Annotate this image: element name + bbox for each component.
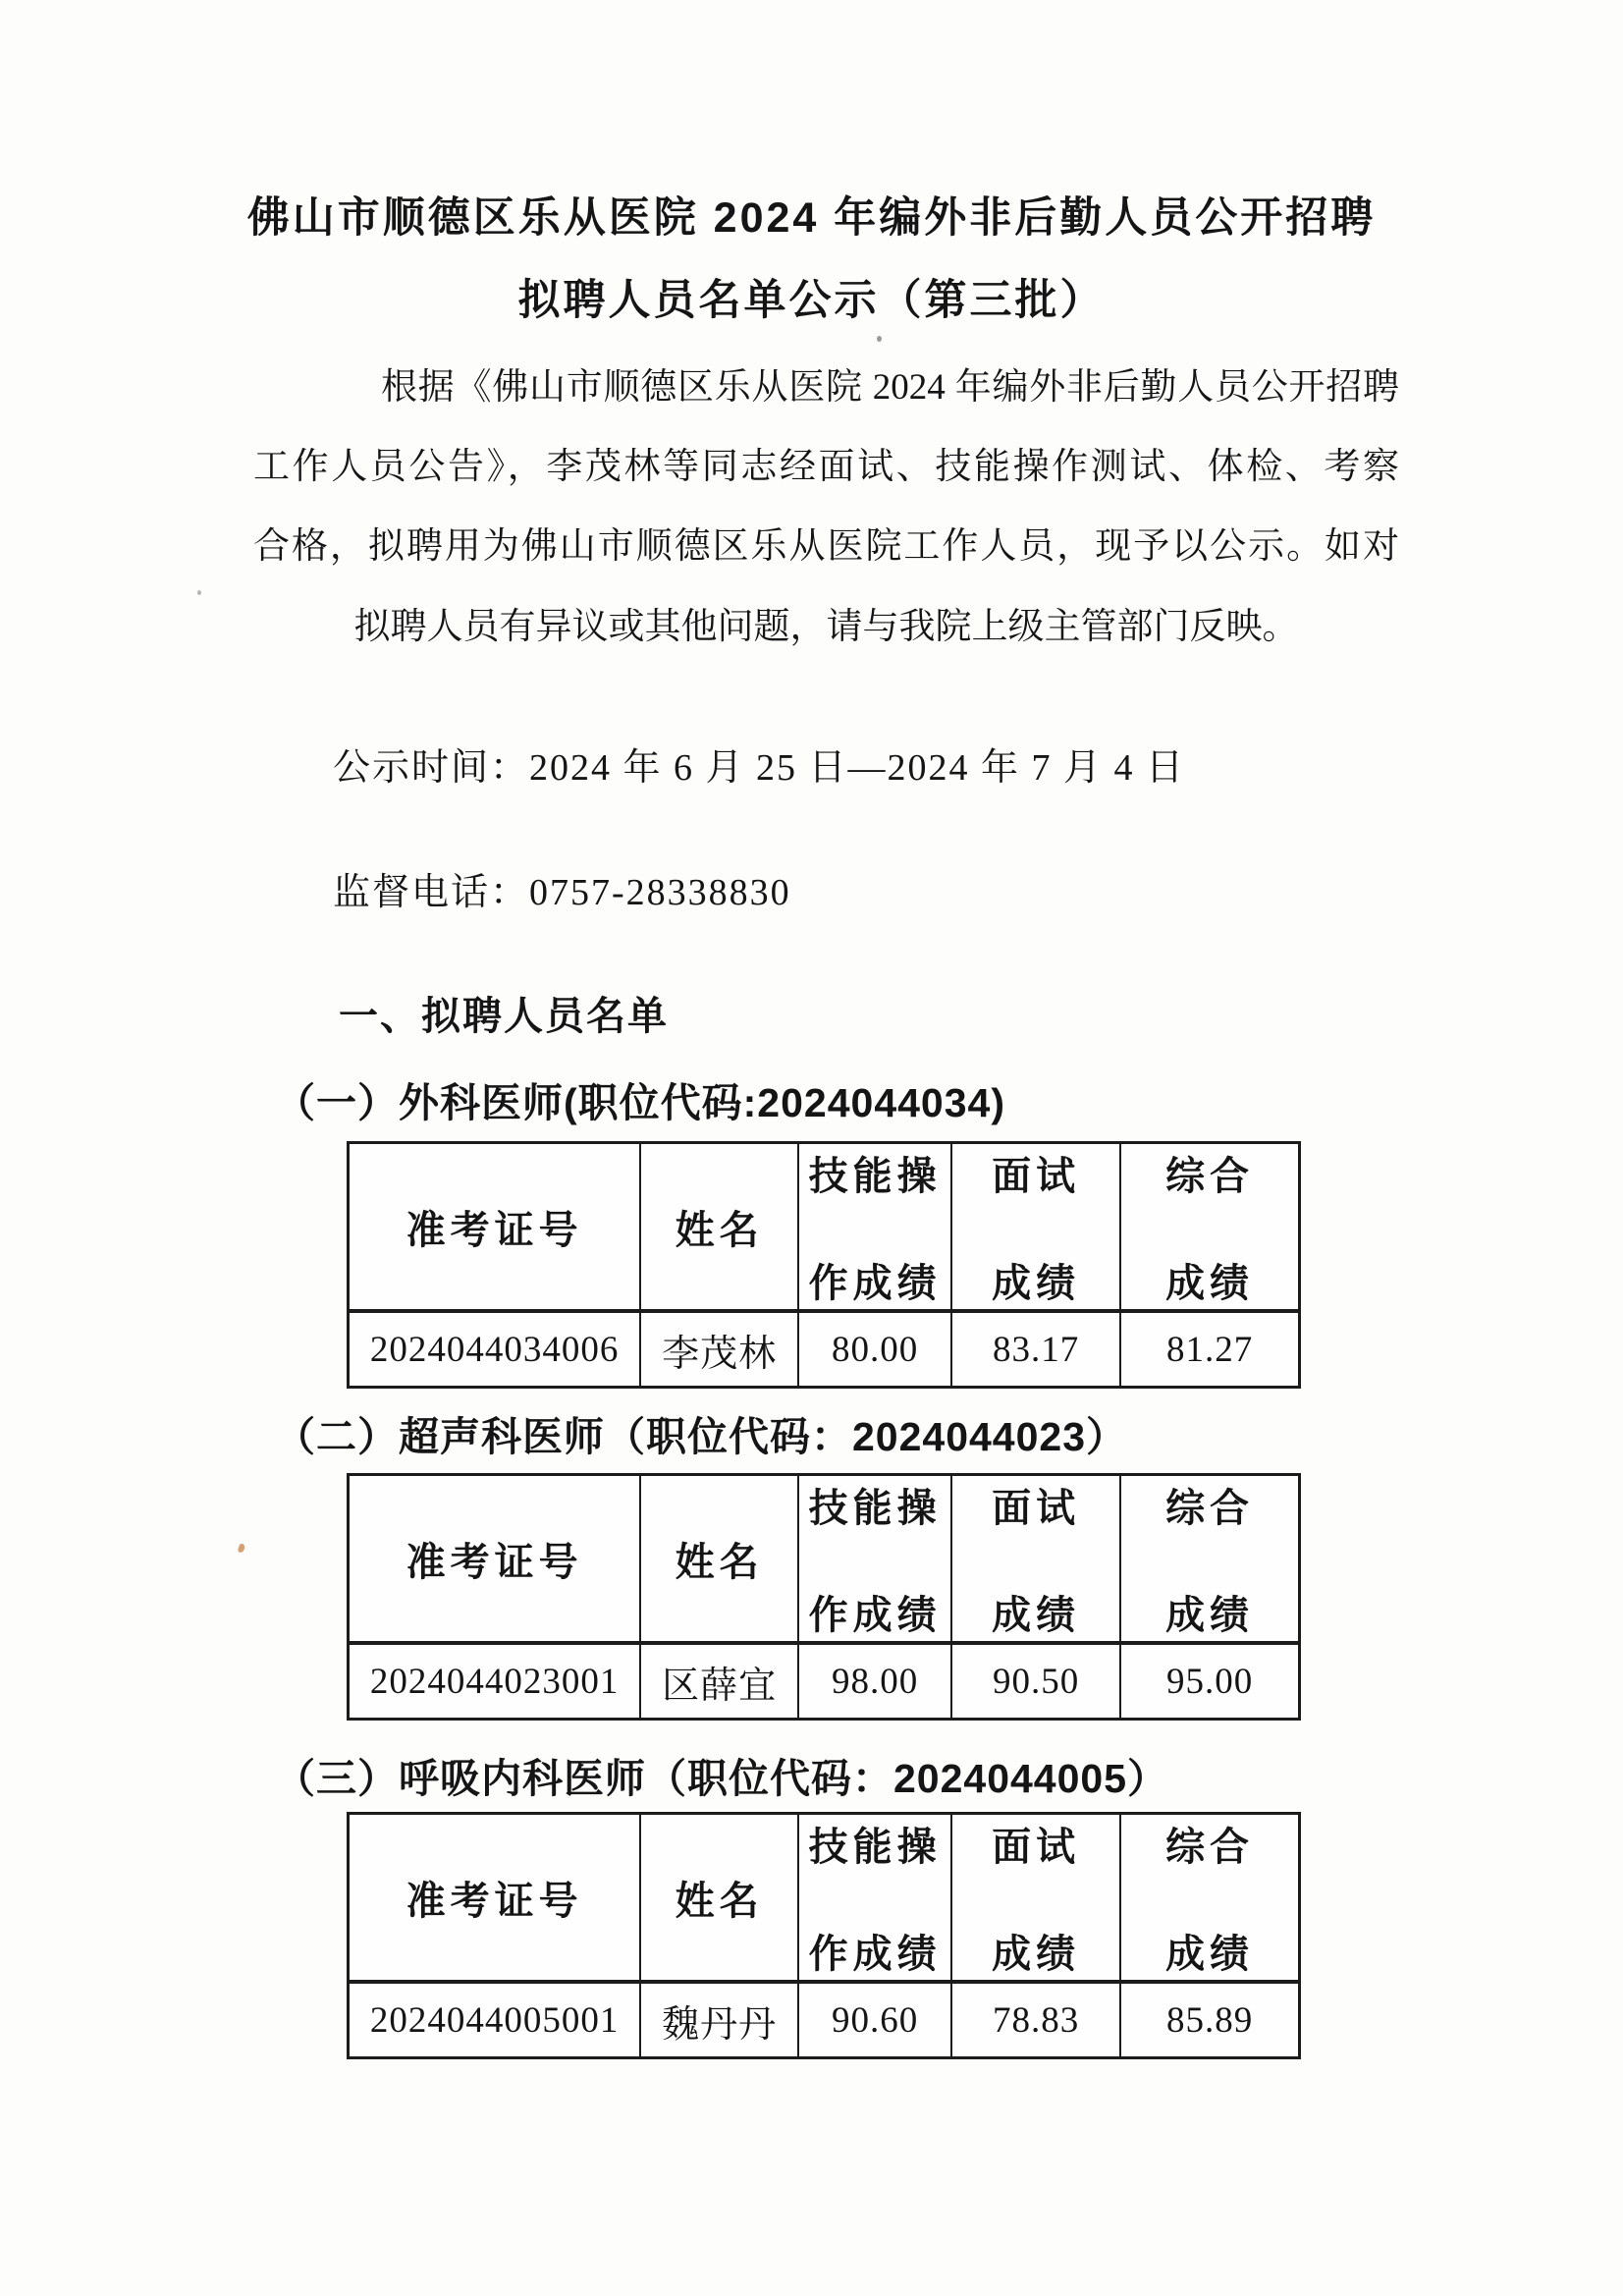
document-title-line2: 拟聘人员名单公示（第三批） <box>517 277 1106 324</box>
header-overall-line1: 综合 <box>1165 1826 1255 1869</box>
header-interview-line1: 面试 <box>992 1487 1081 1530</box>
table-header-row <box>350 1815 1298 1984</box>
scan-speck <box>197 590 201 595</box>
cell-skill-score: 80.00 <box>799 1313 952 1386</box>
body-paragraph-line4: 拟聘人员有异议或其他问题，请与我院上级主管部门反映。 <box>353 607 1299 647</box>
table-header-row <box>350 1144 1298 1313</box>
job-heading-ultrasound: （二）超声科医师（职位代码：2024044023） <box>275 1414 1128 1459</box>
table-row <box>350 1645 1298 1718</box>
scan-speck <box>238 1543 245 1553</box>
header-exam-no: 准考证号 <box>350 1815 641 1980</box>
cell-overall-score: 85.89 <box>1165 1999 1254 2041</box>
header-skill-line1: 技能操 <box>808 1487 942 1530</box>
table-header-row <box>350 1476 1298 1645</box>
cell-skill-score: 90.60 <box>799 1984 952 2056</box>
header-interview-line2: 成绩 <box>992 1933 1081 1976</box>
job-heading-surgeon: （一）外科医师(职位代码:2024044034) <box>275 1080 1005 1125</box>
header-overall-line1: 综合 <box>1165 1487 1255 1530</box>
cell-name: 区薛宜 <box>641 1645 799 1718</box>
cell-name: 李茂林 <box>641 1313 799 1386</box>
document-title-line1: 佛山市顺德区乐从医院 2024 年编外非后勤人员公开招聘 <box>246 194 1377 242</box>
header-overall-score <box>1121 1476 1298 1641</box>
cell-exam-no: 2024044023001 <box>350 1645 641 1718</box>
publicity-time-line: 公示时间：2024 年 6 月 25 日—2024 年 7 月 4 日 <box>333 747 1186 789</box>
header-interview-score <box>952 1815 1121 1980</box>
cell-overall-score: 95.00 <box>1165 1661 1254 1702</box>
header-overall-line2: 成绩 <box>1165 1933 1255 1976</box>
scan-speck <box>877 336 882 342</box>
header-skill-score <box>799 1476 952 1641</box>
table-row <box>350 1313 1298 1386</box>
cell-exam-no: 2024044005001 <box>350 1984 641 2056</box>
score-table-surgeon <box>347 1141 1301 1389</box>
header-skill-line1: 技能操 <box>808 1155 942 1198</box>
header-name: 姓名 <box>641 1476 799 1641</box>
header-overall-score <box>1121 1815 1298 1980</box>
cell-interview-score: 83.17 <box>952 1313 1121 1386</box>
header-interview-score <box>952 1476 1121 1641</box>
header-skill-line2: 作成绩 <box>808 1594 942 1637</box>
header-name: 姓名 <box>641 1144 799 1309</box>
header-interview-line1: 面试 <box>992 1155 1081 1198</box>
header-overall-line2: 成绩 <box>1165 1262 1255 1305</box>
cell-name: 魏丹丹 <box>641 1984 799 2056</box>
header-skill-line2: 作成绩 <box>808 1933 942 1976</box>
header-overall-line2: 成绩 <box>1165 1594 1255 1637</box>
cell-exam-no: 2024044034006 <box>350 1313 641 1386</box>
body-paragraph-line1: 根据《佛山市顺德区乐从医院 2024 年编外非后勤人员公开招聘 <box>381 367 1399 408</box>
body-paragraph-line3: 合格，拟聘用为佛山市顺德区乐从医院工作人员，现予以公示。如对 <box>253 526 1399 567</box>
header-overall-score <box>1121 1144 1298 1309</box>
header-overall-line1: 综合 <box>1165 1155 1255 1198</box>
header-interview-score <box>952 1144 1121 1309</box>
header-exam-no: 准考证号 <box>350 1476 641 1641</box>
cell-overall-score: 81.27 <box>1165 1329 1254 1370</box>
cell-skill-score: 98.00 <box>799 1645 952 1718</box>
score-table-ultrasound <box>347 1473 1301 1721</box>
job-heading-respiratory: （三）呼吸内科医师（职位代码：2024044005） <box>275 1756 1169 1801</box>
header-exam-no: 准考证号 <box>350 1144 641 1309</box>
header-interview-line2: 成绩 <box>992 1594 1081 1637</box>
cell-interview-score: 78.83 <box>952 1984 1121 2056</box>
cell-interview-score: 90.50 <box>952 1645 1121 1718</box>
section-title-hire-list: 一、拟聘人员名单 <box>339 995 669 1038</box>
body-paragraph-line2: 工作人员公告》，李茂林等同志经面试、技能操作测试、体检、考察 <box>253 447 1399 487</box>
header-skill-score <box>799 1815 952 1980</box>
header-skill-line1: 技能操 <box>808 1826 942 1869</box>
header-interview-line1: 面试 <box>992 1826 1081 1869</box>
header-name: 姓名 <box>641 1815 799 1980</box>
score-table-respiratory <box>347 1812 1301 2059</box>
header-skill-line2: 作成绩 <box>808 1262 942 1305</box>
supervision-phone-line: 监督电话：0757-28338830 <box>333 872 791 913</box>
header-interview-line2: 成绩 <box>992 1262 1081 1305</box>
table-row <box>350 1984 1298 2056</box>
header-skill-score <box>799 1144 952 1309</box>
